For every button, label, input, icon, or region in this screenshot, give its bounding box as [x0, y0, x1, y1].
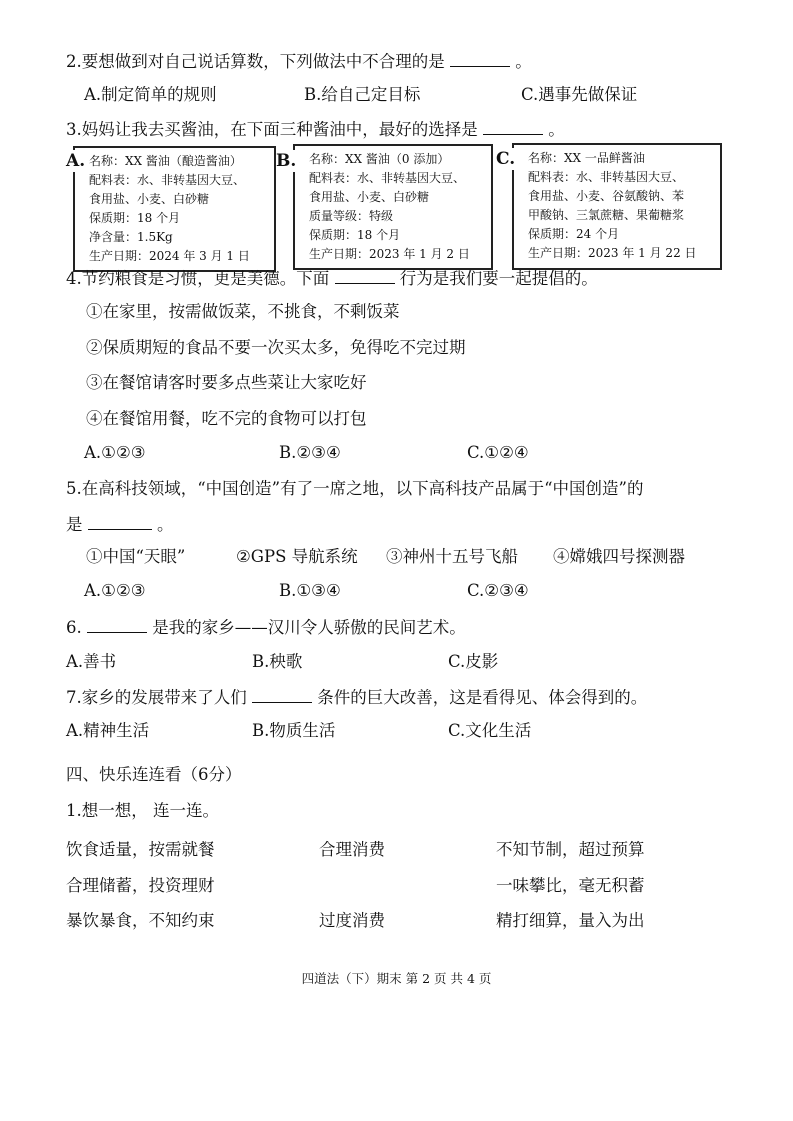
- q5-option-a: A.①②③: [84, 581, 146, 600]
- label-a-ingredients: 配料表：水、非转基因大豆、: [89, 173, 246, 187]
- q7-option-a: A.精神生活: [66, 721, 150, 740]
- label-c-name: 名称：XX 一品鲜酱油: [528, 151, 645, 165]
- q5-stem-line1: 5.在高科技领域，“中国创造”有了一席之地，以下高科技产品属于“中国创造”的: [66, 479, 644, 498]
- label-c-shelf-life: 保质期：24 个月: [528, 227, 620, 241]
- q7-stem: [66, 686, 647, 709]
- q7-stem-text: 7.家乡的发展带来了人们: [66, 688, 247, 707]
- q5-item-4: ④嫦娥四号探测器: [553, 547, 685, 566]
- q6-stem-end: 是我的家乡——汉川令人骄傲的民间艺术。: [152, 618, 466, 637]
- q4-option-b: B.②③④: [279, 443, 341, 462]
- match-right-1[interactable]: 不知节制，超过预算: [496, 840, 645, 859]
- match-right-2[interactable]: 一味攀比，毫无积蓄: [496, 876, 645, 895]
- match-middle-3[interactable]: 过度消费: [319, 911, 385, 930]
- label-a-shelf-life: 保质期：18 个月: [89, 211, 181, 225]
- q4-item-4: ④在餐馆用餐，吃不完的食物可以打包: [86, 409, 367, 428]
- soy-sauce-label-c: [512, 143, 722, 270]
- label-b-production-date: 生产日期：2023 年 1 月 2 日: [309, 247, 470, 261]
- q4-item-1: ①在家里，按需做饭菜，不挑食，不剩饭菜: [86, 302, 400, 321]
- section-4-title: 四、快乐连连看（6分）: [66, 765, 242, 784]
- label-a-production-date: 生产日期：2024 年 3 月 1 日: [89, 249, 250, 263]
- q5-item-2: ②GPS 导航系统: [236, 547, 358, 566]
- label-b-ingredients-cont: 食用盐、小麦、白砂糖: [309, 190, 430, 204]
- q5-option-b: B.①③④: [279, 581, 341, 600]
- soy-sauce-label-b: [293, 144, 493, 270]
- q7-answer-blank[interactable]: [252, 686, 312, 703]
- match-right-3[interactable]: 精打细算，量入为出: [496, 911, 645, 930]
- match-middle-1[interactable]: 合理消费: [319, 840, 385, 859]
- q5-option-c: C.②③④: [467, 581, 529, 600]
- q2-stem: [66, 50, 532, 73]
- q5-stem-end: 。: [157, 515, 174, 534]
- q4-item-2: ②保质期短的食品不要一次买太多，免得吃不完过期: [86, 338, 466, 357]
- q3-stem-end: 。: [548, 120, 565, 139]
- page-footer: 四道法（下）期末 第 2 页 共 4 页: [301, 971, 492, 986]
- label-a-net-weight: 净含量：1.5Kg: [89, 230, 173, 244]
- q5-item-3: ③神州十五号飞船: [386, 547, 518, 566]
- label-b-shelf-life: 保质期：18 个月: [309, 228, 401, 242]
- q2-option-a: A.制定简单的规则: [84, 85, 217, 104]
- q5-stem-text: 是: [66, 515, 83, 534]
- q5-item-1: ①中国“天眼”: [86, 547, 186, 566]
- label-a-name: 名称：XX 酱油（酿造酱油）: [89, 154, 242, 168]
- q3-stem: [66, 118, 565, 141]
- q6-stem-text: 6.: [66, 618, 82, 637]
- q4-option-a: A.①②③: [84, 443, 146, 462]
- match-left-3[interactable]: 暴饮暴食，不知约束: [66, 911, 215, 930]
- q6-answer-blank[interactable]: [87, 616, 147, 633]
- q4-option-c: C.①②④: [467, 443, 529, 462]
- q4-item-3: ③在餐馆请客时要多点些菜让大家吃好: [86, 373, 367, 392]
- q6-option-a: A.善书: [66, 652, 117, 671]
- q5-answer-blank[interactable]: [88, 513, 152, 530]
- label-a-ingredients-cont: 食用盐、小麦、白砂糖: [89, 192, 210, 206]
- section-4-q1-prompt: 1.想一想， 连一连。: [66, 801, 219, 820]
- q2-option-c: C.遇事先做保证: [521, 85, 638, 104]
- label-c-letter: C.: [496, 149, 516, 169]
- q7-option-b: B.物质生活: [252, 721, 336, 740]
- q4-stem-text: 4.节约粮食是习惯，更是美德。下面: [66, 269, 330, 288]
- label-c-production-date: 生产日期：2023 年 1 月 22 日: [528, 246, 697, 260]
- q4-answer-blank[interactable]: [335, 267, 395, 284]
- q2-stem-text: 2.要想做到对自己说话算数，下列做法中不合理的是: [66, 52, 445, 71]
- label-c-ingredients-cont: 食用盐、小麦、谷氨酸钠、苯: [528, 189, 685, 203]
- q5-stem-line2: [66, 513, 174, 536]
- q6-option-b: B.秧歌: [252, 652, 303, 671]
- q2-stem-end: 。: [515, 52, 532, 71]
- q7-stem-end: 条件的巨大改善，这是看得见、体会得到的。: [317, 688, 648, 707]
- q4-stem-end: 行为是我们要一起提倡的。: [399, 269, 598, 288]
- q3-answer-blank[interactable]: [483, 118, 543, 135]
- q7-option-c: C.文化生活: [448, 721, 532, 740]
- q6-option-c: C.皮影: [448, 652, 499, 671]
- label-b-quality-grade: 质量等级：特级: [309, 209, 394, 223]
- label-c-ingredients: 配料表：水、非转基因大豆、: [528, 170, 685, 184]
- match-left-2[interactable]: 合理储蓄，投资理财: [66, 876, 215, 895]
- soy-sauce-label-a: [73, 146, 276, 272]
- q3-stem-text: 3.妈妈让我去买酱油，在下面三种酱油中，最好的选择是: [66, 120, 478, 139]
- q4-stem: [66, 267, 598, 290]
- label-b-name: 名称：XX 酱油（0 添加）: [309, 152, 450, 166]
- match-left-1[interactable]: 饮食适量，按需就餐: [66, 840, 215, 859]
- q6-stem: [66, 616, 466, 639]
- q2-option-b: B.给自己定目标: [304, 85, 421, 104]
- label-b-letter: B.: [276, 151, 297, 171]
- label-c-ingredients-cont2: 甲酸钠、三氯蔗糖、果葡糖浆: [528, 208, 685, 222]
- q2-answer-blank[interactable]: [450, 50, 510, 67]
- label-b-ingredients: 配料表：水、非转基因大豆、: [309, 171, 466, 185]
- label-a-letter: A.: [66, 151, 86, 171]
